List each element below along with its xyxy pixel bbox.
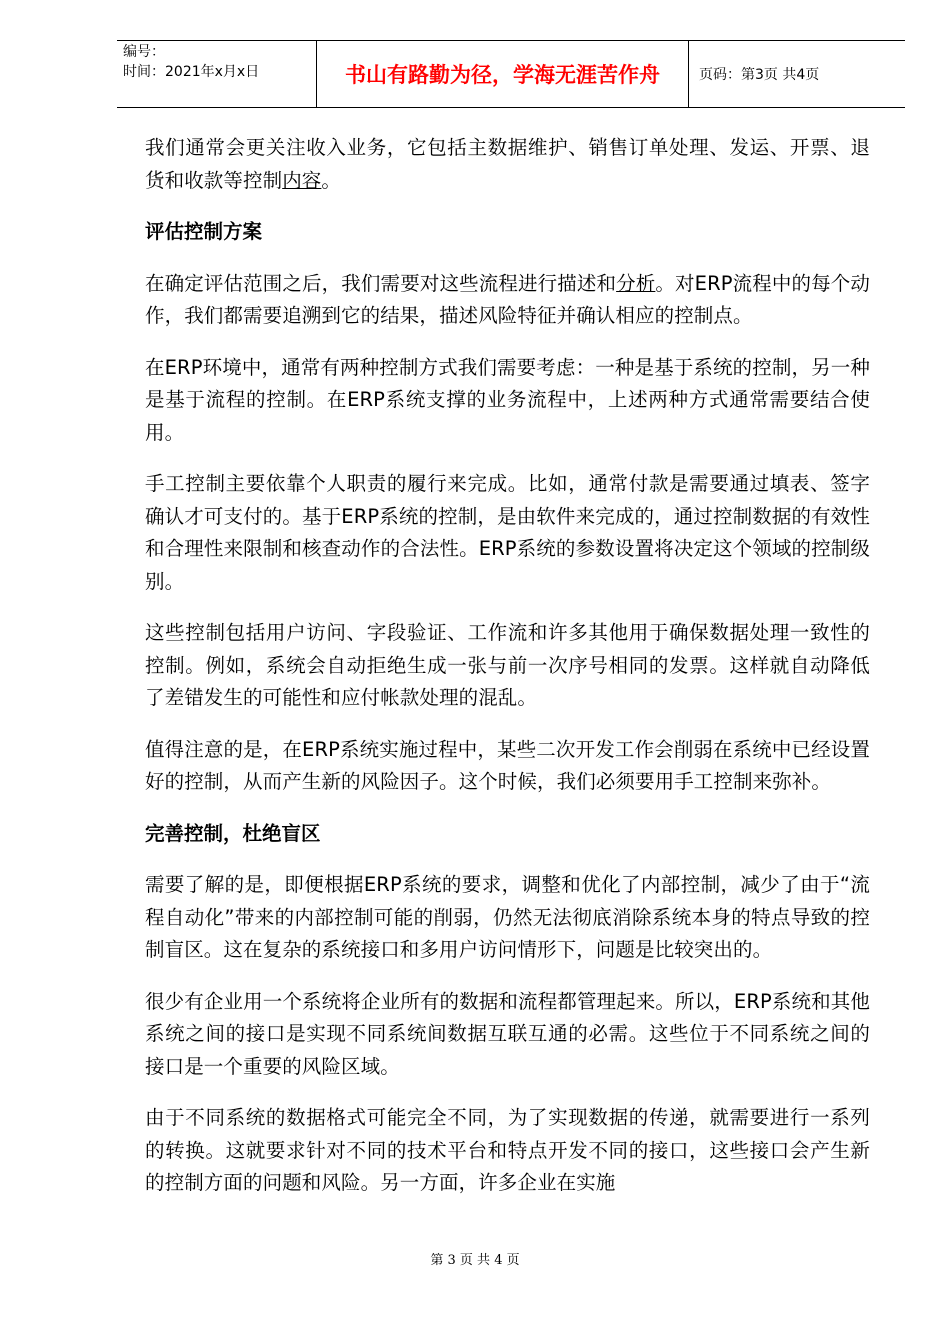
paragraph-blind-spots: 需要了解的是，即便根据ERP系统的要求，调整和优化了内部控制，减少了由于“流程自动化”带来的内部控制可能的削弱，仍然无法彻底消除系统本身的特点导致的控制盲区。这在复杂的系统接口和多用户访问情形下，问题是比较突出的。	[145, 873, 870, 961]
header-meta-cell	[117, 41, 316, 107]
header-page-cell	[689, 41, 905, 107]
page-footer: 第 3 页 共 4 页	[430, 1253, 520, 1268]
document-number-label: 编号：	[123, 44, 165, 60]
paragraph-manual-control: 手工控制主要依靠个人职责的履行来完成。比如，通常付款是需要通过填表、签字确认才可支付的。基于ERP系统的控制，是由软件来完成的，通过控制数据的有效性和合理性来限制和核查动作的合法性。ERP系统的参数设置将决定这个领域的控制级别。	[145, 472, 870, 593]
paragraph-revenue	[145, 132, 870, 197]
paragraph-text: 我们通常会更关注收入业务，它包括主数据维护、销售订单处理、发运、开票、退货和收款等控制	[145, 136, 870, 192]
document-date-label: 时间：2021年x月x日	[123, 64, 260, 80]
paragraph-analysis	[145, 268, 870, 333]
paragraph-data-formats: 由于不同系统的数据格式可能完全不同，为了实现数据的传递，就需要进行一系列的转换。这就要求针对不同的技术平台和特点开发不同的接口，这些接口会产生新的控制方面的问题和风险。另一方面，许多企业在实施	[145, 1106, 870, 1194]
paragraph-control-examples: 这些控制包括用户访问、字段验证、工作流和许多其他用于确保数据处理一致性的控制。例如，系统会自动拒绝生成一张与前一次序号相同的发票。这样就自动降低了差错发生的可能性和应付帐款处理的混乱。	[145, 621, 870, 709]
paragraph-interfaces: 很少有企业用一个系统将企业所有的数据和流程都管理起来。所以，ERP系统和其他系统之间的接口是实现不同系统间数据互联互通的必需。这些位于不同系统之间的接口是一个重要的风险区域。	[145, 989, 870, 1078]
content-link[interactable]: 内容	[282, 168, 322, 192]
section-heading-improve: 完善控制，杜绝盲区	[145, 821, 321, 845]
paragraph-control-types: 在ERP环境中，通常有两种控制方式我们需要考虑：一种是基于系统的控制，另一种是基于流程的控制。在ERP系统支撑的业务流程中，上述两种方式通常需要结合使用。	[145, 355, 870, 444]
header-page-info: 页码：第3页 共4页	[699, 67, 820, 83]
header-motto: 书山有路勤为径，学海无涯苦作舟	[345, 62, 660, 87]
paragraph-text: 。	[321, 168, 342, 192]
paragraph-text: 。对ERP流程中的每个动作，我们都需要追溯到它的结果，描述风险特征并确认相应的控制点。	[145, 271, 870, 327]
analysis-link[interactable]: 分析	[616, 271, 656, 295]
paragraph-secondary-dev: 值得注意的是，在ERP系统实施过程中，某些二次开发工作会削弱在系统中已经设置好的控制，从而产生新的风险因子。这个时候，我们必须要用手工控制来弥补。	[145, 737, 870, 793]
document-header	[117, 40, 905, 108]
paragraph-text: 在确定评估范围之后，我们需要对这些流程进行描述和	[145, 271, 617, 295]
document-body	[145, 132, 870, 1219]
header-motto-cell	[316, 41, 689, 107]
section-heading-assess: 评估控制方案	[145, 220, 263, 243]
